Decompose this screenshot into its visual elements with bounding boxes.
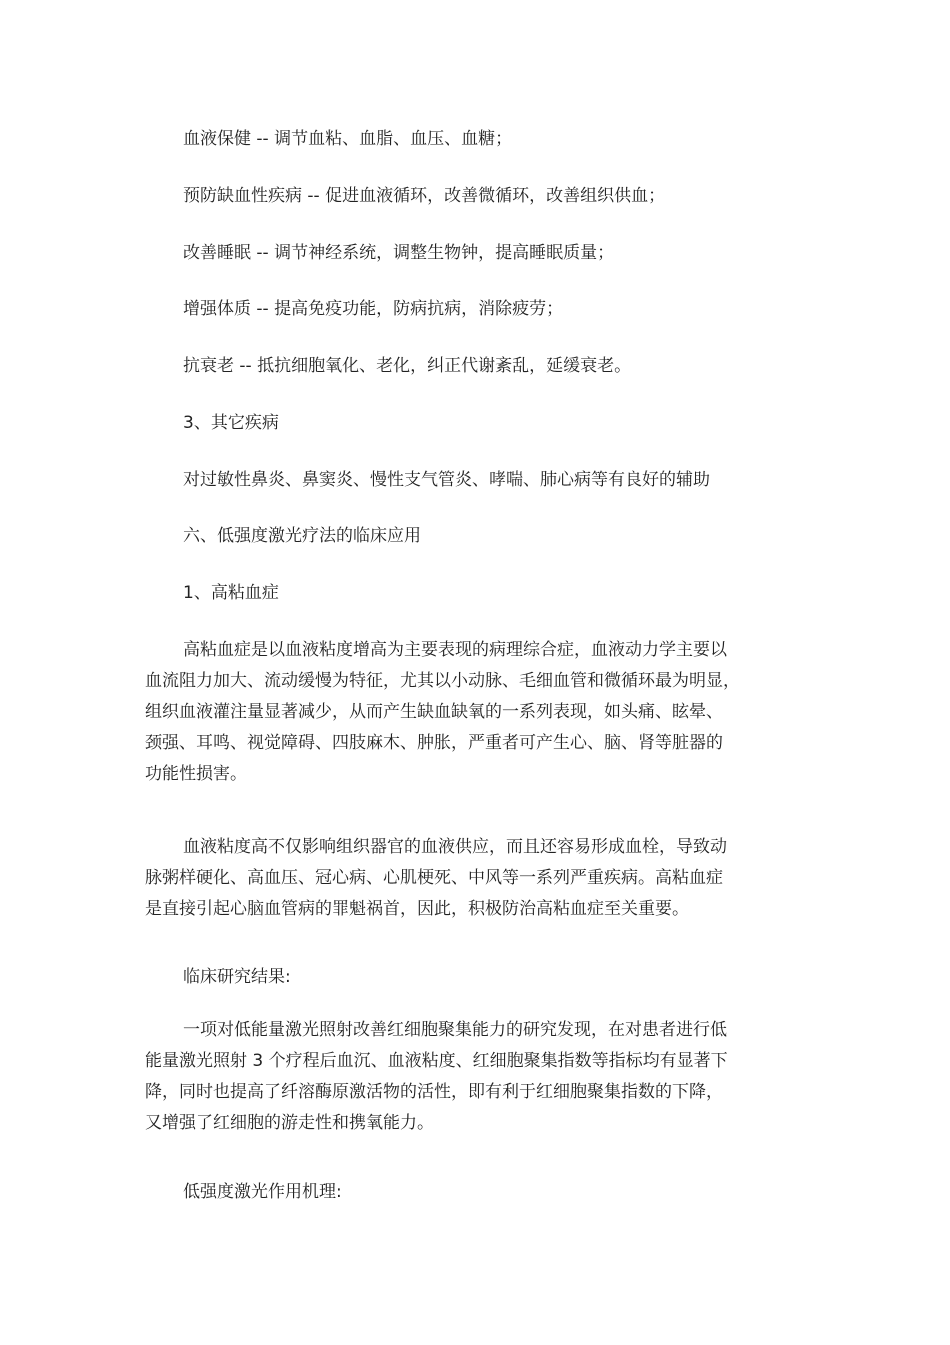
paragraph-line: 是直接引起心脑血管病的罪魁祸首，因此，积极防治高粘血症至关重要。	[145, 899, 689, 919]
paragraph-line: 又增强了红细胞的游走性和携氧能力。	[145, 1113, 434, 1133]
paragraph-line: 血流阻力加大、流动缓慢为特征，尤其以小动脉、毛细血管和微循环最为明显，	[145, 671, 740, 691]
section-heading-hyperviscosity: 1、高粘血症	[183, 583, 279, 603]
section-heading-clinical-application: 六、低强度激光疗法的临床应用	[183, 526, 421, 546]
heading-laser-mechanism: 低强度激光作用机理:	[183, 1182, 342, 1202]
paragraph-line: 脉粥样硬化、高血压、冠心病、心肌梗死、中风等一系列严重疾病。高粘血症	[145, 868, 723, 888]
text-line-ischemic-prevention: 预防缺血性疾病 -- 促进血液循环，改善微循环，改善组织供血；	[183, 186, 666, 206]
paragraph-line: 能量激光照射 3 个疗程后血沉、血液粘度、红细胞聚集指数等指标均有显著下	[145, 1051, 728, 1071]
paragraph-line: 颈强、耳鸣、视觉障碍、四肢麻木、肿胀，严重者可产生心、脑、肾等脏器的	[145, 733, 723, 753]
heading-clinical-results: 临床研究结果:	[183, 967, 291, 987]
text-line-blood-health: 血液保健 -- 调节血粘、血脂、血压、血糖；	[183, 129, 513, 149]
paragraph-line: 组织血液灌注量显著减少，从而产生缺血缺氧的一系列表现，如头痛、眩晕、	[145, 702, 723, 722]
paragraph-line: 一项对低能量激光照射改善红细胞聚集能力的研究发现，在对患者进行低	[183, 1020, 727, 1040]
paragraph-line: 功能性损害。	[145, 764, 247, 784]
text-line-allergy: 对过敏性鼻炎、鼻窦炎、慢性支气管炎、哮喘、肺心病等有良好的辅助	[183, 470, 710, 490]
text-line-anti-aging: 抗衰老 -- 抵抗细胞氧化、老化，纠正代谢紊乱，延缓衰老。	[183, 356, 632, 376]
paragraph-hyperviscosity-risks	[145, 832, 763, 925]
paragraph-line: 血液粘度高不仅影响组织器官的血液供应，而且还容易形成血栓，导致动	[183, 837, 727, 857]
paragraph-line: 降，同时也提高了纤溶酶原激活物的活性，即有利于红细胞聚集指数的下降，	[145, 1082, 723, 1102]
paragraph-hyperviscosity-definition	[145, 635, 763, 790]
paragraph-line: 高粘血症是以血液粘度增高为主要表现的病理综合症，血液动力学主要以	[183, 640, 727, 660]
text-line-sleep: 改善睡眠 -- 调节神经系统，调整生物钟，提高睡眠质量；	[183, 243, 615, 263]
text-line-physique: 增强体质 -- 提高免疫功能，防病抗病，消除疲劳；	[183, 299, 564, 319]
paragraph-clinical-study	[145, 1015, 763, 1139]
section-heading-other-diseases: 3、其它疾病	[183, 413, 279, 433]
